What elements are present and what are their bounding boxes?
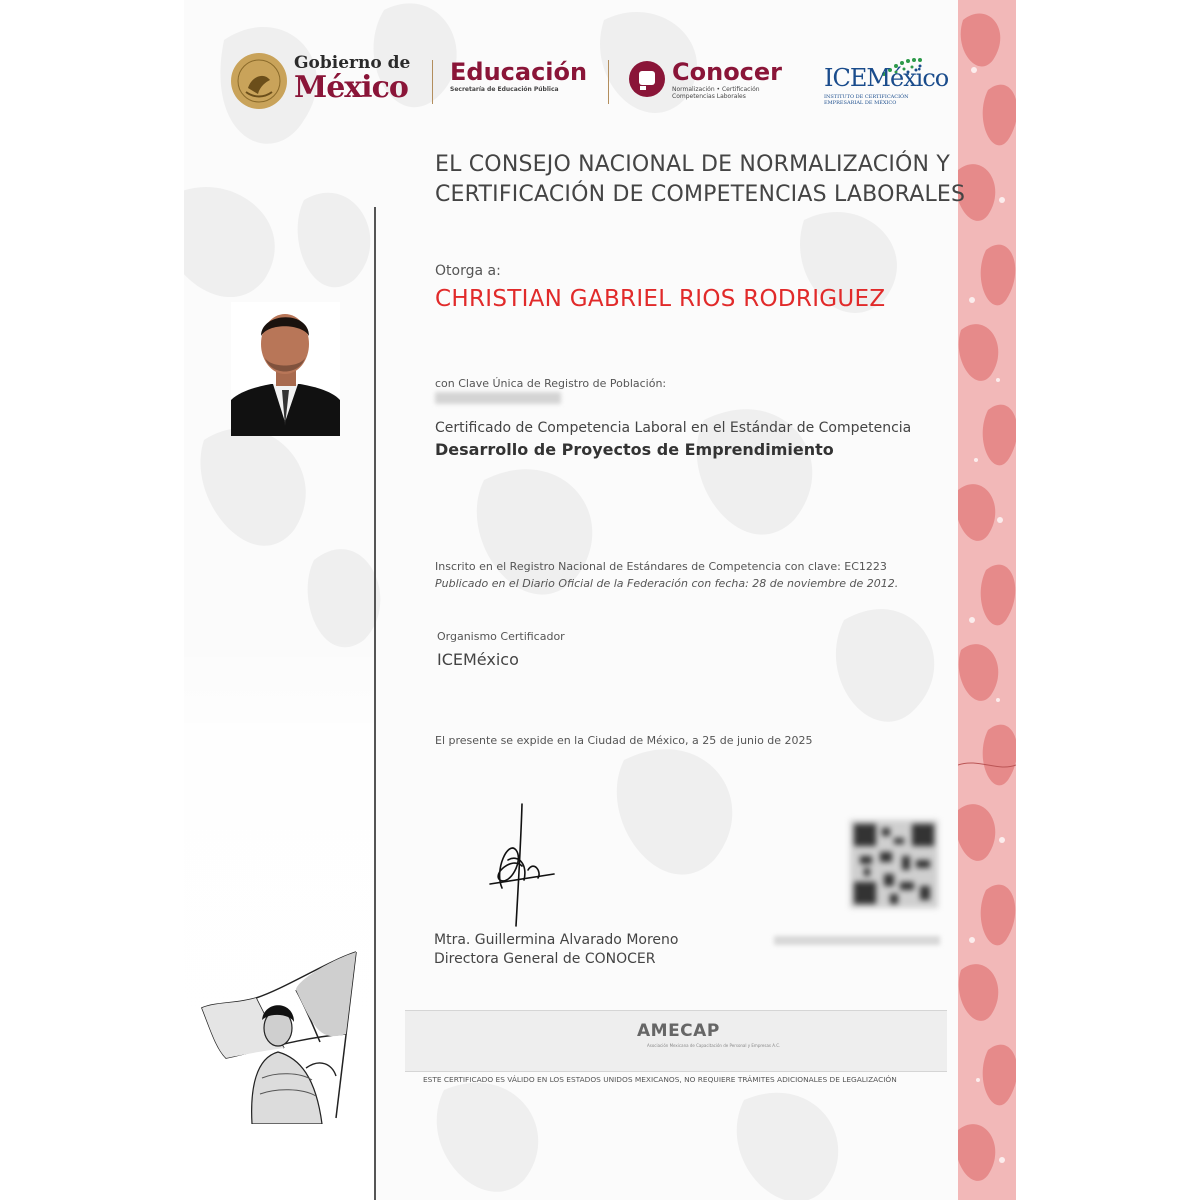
curp-label: con Clave Única de Registro de Población: (435, 377, 667, 390)
icem-sub-text (824, 94, 924, 106)
recipient-name: CHRISTIAN GABRIEL RIOS RODRIGUEZ (435, 286, 886, 312)
gobierno-mexico-logo (294, 54, 410, 104)
validity-notice: ESTE CERTIFICADO ES VÁLIDO EN LOS ESTADOS UNIDOS MEXICANOS, NO REQUIERE TRÁMITES ADICIONALES DE LEGALIZACIÓN (423, 1075, 897, 1084)
title-line2: CERTIFICACIÓN DE COMPETENCIAS LABORALES (435, 182, 966, 207)
amecap-text: AMECAP (637, 1021, 720, 1041)
conocer-line2: Normalización • Certificación (672, 86, 760, 93)
recipient-photo-image (231, 302, 340, 436)
amecap-logo (637, 1021, 720, 1041)
qr-folio-redacted (774, 936, 940, 945)
icem-sub1: INSTITUTO DE CERTIFICACIÓN (824, 94, 909, 100)
conocer-line1: Conocer (672, 58, 783, 86)
certificate-title (435, 150, 965, 210)
conocer-line3: Competencias Laborales (672, 93, 746, 100)
expedition-text: El presente se expide en la Ciudad de México, a 25 de junio de 2025 (435, 734, 813, 747)
certificate-description: Certificado de Competencia Laboral en el Estándar de Competencia (435, 420, 912, 436)
organismo-value: ICEMéxico (437, 650, 519, 669)
conocer-icon (628, 60, 666, 98)
organismo-label: Organismo Certificador (437, 630, 565, 643)
gobierno-line2: México (294, 70, 408, 105)
standard-name: Desarrollo de Proyectos de Emprendimiento (435, 440, 834, 459)
curp-redacted (435, 392, 561, 404)
educacion-line2: Secretaría de Educación Pública (450, 86, 559, 93)
educacion-logo (450, 58, 587, 94)
icem-main-text: ICEMéxico (824, 64, 949, 92)
publicado-text: Publicado en el Diario Oficial de la Federación con fecha: 28 de noviembre de 2012. (435, 577, 899, 590)
logo-separator (608, 60, 609, 104)
signer-role: Directora General de CONOCER (434, 951, 656, 967)
woman-with-flag-illustration (196, 948, 366, 1124)
educacion-line1: Educación (450, 58, 588, 86)
vertical-divider (374, 207, 376, 1200)
recipient-photo (231, 302, 340, 436)
header-logos (228, 48, 949, 112)
otorga-label: Otorga a: (435, 263, 501, 279)
logo-separator (432, 60, 433, 104)
signer-name: Mtra. Guillermina Alvarado Moreno (434, 932, 679, 948)
icem-sub2: EMPRESARIAL DE MÉXICO (824, 100, 897, 106)
qr-code-redacted (850, 820, 938, 908)
mexico-seal-icon (230, 52, 288, 110)
conocer-logo (672, 58, 782, 100)
amecap-band (405, 1010, 947, 1072)
pink-decorative-strip (958, 0, 1016, 1200)
icem-logo (824, 56, 949, 110)
title-line1: EL CONSEJO NACIONAL DE NORMALIZACIÓN Y (435, 152, 951, 177)
amecap-subtext: Asociación Mexicana de Capacitación de Personal y Empresas A.C. (647, 1043, 781, 1048)
certificate-sheet (184, 0, 1016, 1200)
gobierno-line1: Gobierno de (294, 53, 411, 73)
signature-icon (488, 800, 558, 930)
registro-text: Inscrito en el Registro Nacional de Estándares de Competencia con clave: EC1223 (435, 560, 887, 573)
